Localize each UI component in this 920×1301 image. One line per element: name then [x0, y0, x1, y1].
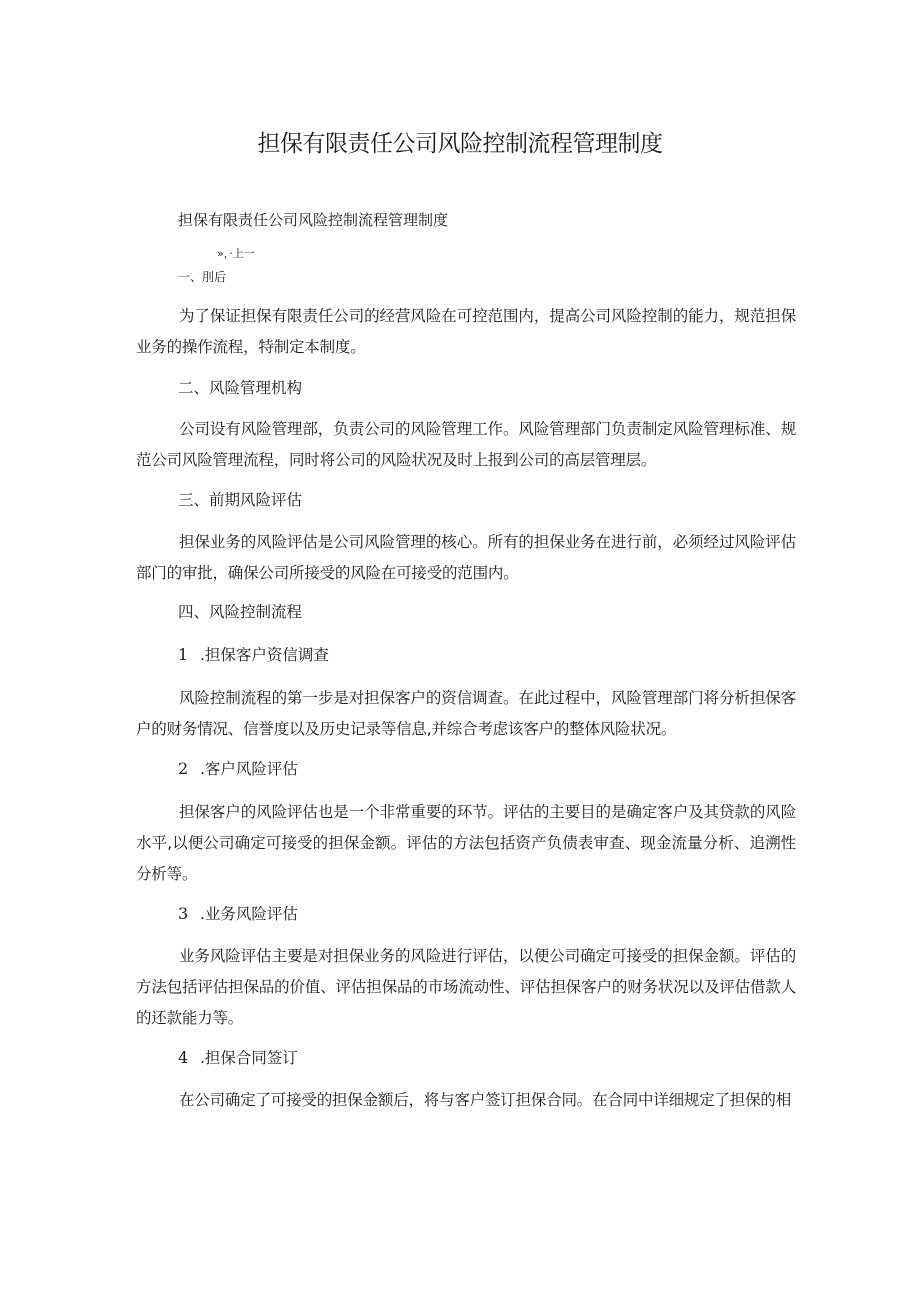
item-1-number: 1	[178, 645, 189, 664]
section-3-body: 担保业务的风险评估是公司风险管理的核心。所有的担保业务在进行前，必须经过风险评估部门的审批，确保公司所接受的风险在可接受的范围内。	[136, 533, 796, 582]
item-2-number: 2	[178, 759, 189, 778]
item-2-label: .客户风险评估	[200, 760, 298, 778]
item-2-body: 担保客户的风险评估也是一个非常重要的环节。评估的主要目的是确定客户及其贷款的风险水平,以便公司确定可接受的担保金额。评估的方法包括资产负债表审查、现金流量分析、追溯性分析等。	[136, 803, 796, 883]
section-3-heading: 三、前期风险评估	[178, 491, 303, 509]
item-1-body: 风险控制流程的第一步是对担保客户的资信调查。在此过程中，风险管理部门将分析担保客户的财务情况、信誉度以及历史记录等信息,并综合考虑该客户的整体风险状况。	[136, 689, 796, 738]
artifact-text: »，·上一	[217, 247, 255, 260]
section-2-body: 公司设有风险管理部，负责公司的风险管理工作。风险管理部门负责制定风险管理标准、规范公司风险管理流程，同时将公司的风险状况及时上报到公司的高层管理层。	[136, 420, 796, 469]
item-4-body: 在公司确定了可接受的担保金额后，将与客户签订担保合同。在合同中详细规定了担保的相	[179, 1091, 792, 1109]
section-1-body: 为了保证担保有限责任公司的经营风险在可控范围内，提高公司风险控制的能力，规范担保业务的操作流程，特制定本制度。	[136, 307, 796, 356]
section-1-heading: 一、刖后	[178, 270, 227, 284]
item-3-label: .业务风险评估	[200, 905, 298, 923]
item-4-number: 4	[178, 1048, 189, 1067]
item-4-label: .担保合同签订	[200, 1049, 298, 1067]
document-title: 担保有限责任公司风险控制流程管理制度	[257, 131, 663, 157]
item-1-heading	[178, 642, 329, 668]
item-3-number: 3	[178, 904, 189, 923]
section-2-heading: 二、风险管理机构	[178, 379, 303, 397]
item-3-body: 业务风险评估主要是对担保业务的风险进行评估，以便公司确定可接受的担保金额。评估的方法包括评估担保品的价值、评估担保品的市场流动性、评估担保客户的财务状况以及评估借款人的还款能力等。	[136, 947, 796, 1027]
item-4-heading	[178, 1045, 298, 1071]
item-1-label: .担保客户资信调查	[200, 646, 329, 664]
document-subtitle: 担保有限责任公司风险控制流程管理制度	[178, 211, 449, 229]
item-3-heading	[178, 901, 298, 927]
item-2-heading	[178, 756, 298, 782]
section-4-heading: 四、风险控制流程	[178, 603, 303, 621]
